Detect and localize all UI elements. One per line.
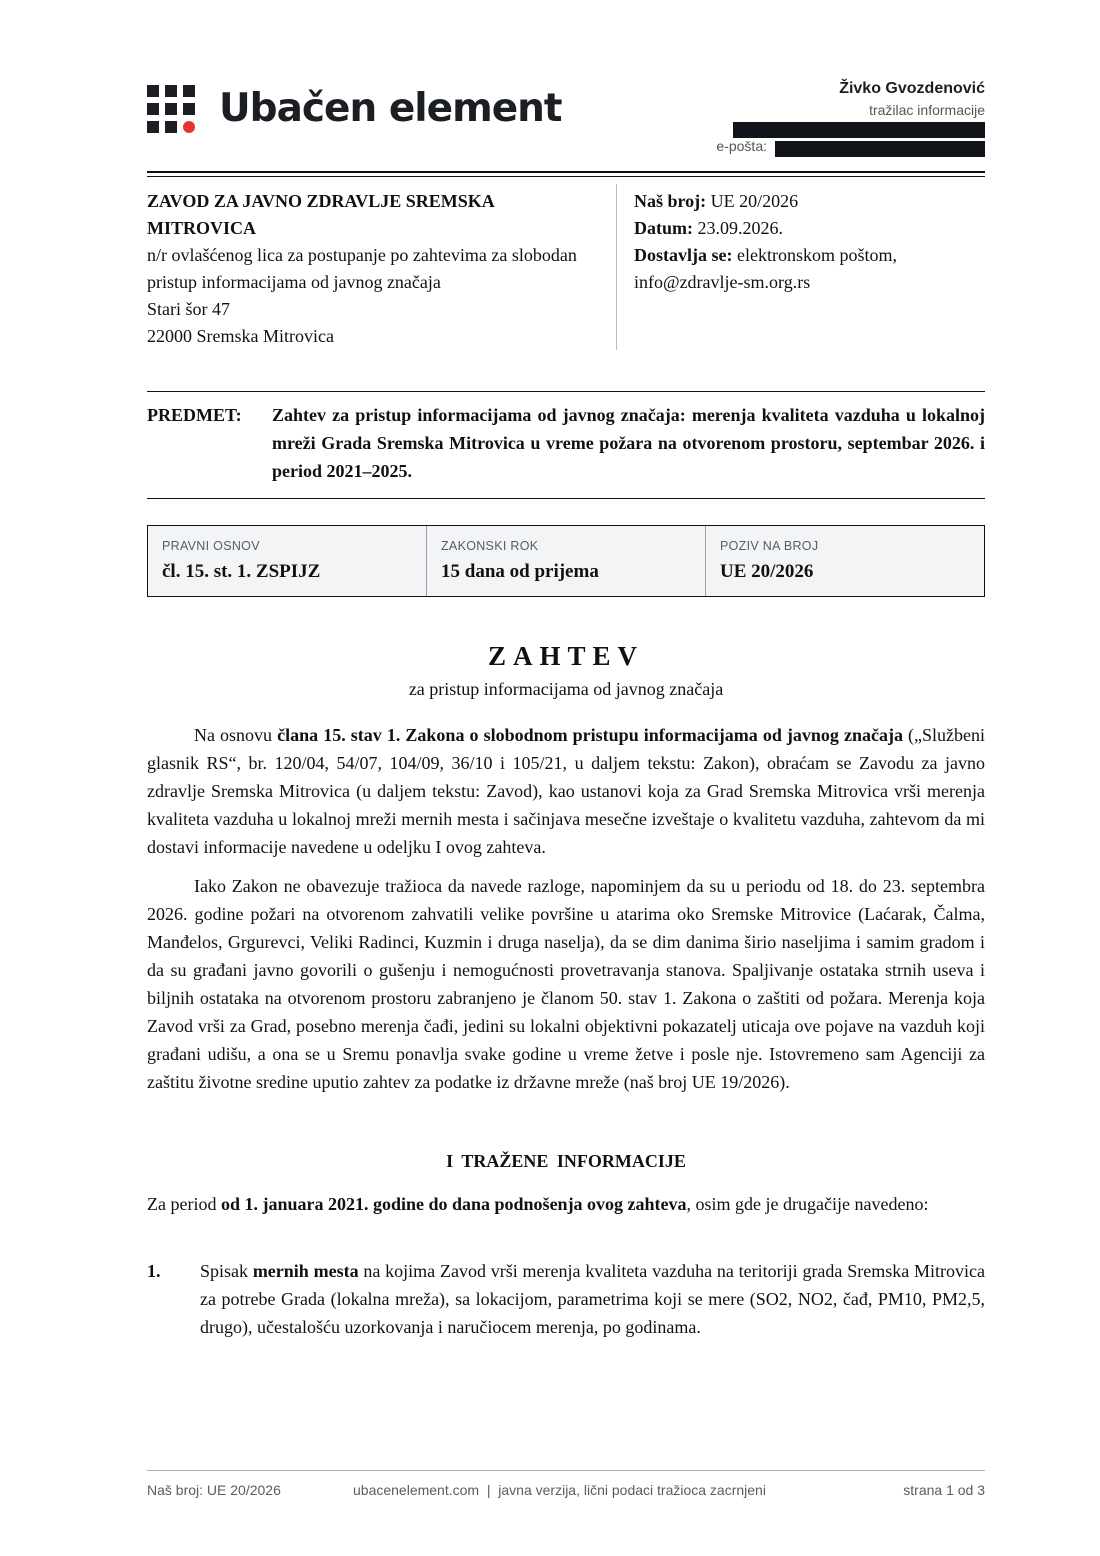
recipient-street: Stari šor 47 — [147, 299, 230, 319]
requester-name: Živko Gvozdenović — [839, 80, 985, 97]
header-divider — [147, 171, 985, 177]
info-cell-reference: POZIV NA BROJ UE 20/2026 — [720, 539, 819, 582]
brand-grid-icon — [147, 85, 195, 133]
info-cell-deadline: ZAKONSKI ROK 15 dana od prijema — [427, 526, 706, 596]
meta-delivery: Dostavlja se: elektronskom poštom, — [634, 245, 897, 265]
letter-meta — [634, 188, 985, 296]
requester-role: tražilac informacije — [869, 102, 985, 118]
requester-block — [665, 78, 985, 120]
recipient-address — [147, 188, 587, 350]
redacted-email — [775, 141, 985, 157]
email-label: e-pošta: — [716, 138, 767, 154]
subject-top-rule — [147, 391, 985, 392]
footer-rule — [147, 1470, 985, 1471]
period-paragraph: Za period od 1. januara 2021. godine do dana podnošenja ovog zahteva, osim gde je drugačije navedeno: — [147, 1194, 929, 1214]
meta-date: Datum: 23.09.2026. — [634, 218, 783, 238]
document-title: ZAHTEV — [487, 641, 645, 671]
footer-page-number: strana 1 od 3 — [903, 1482, 985, 1498]
meta-ref: Naš broj: UE 20/2026 — [634, 191, 799, 211]
brand-name: Ubačen element — [219, 86, 562, 131]
subject-label: PREDMET: — [147, 405, 242, 425]
intro-paragraph: Na osnovu člana 15. stav 1. Zakona o slobodnom pristupu informacijama od javnog značaja („Službeni glasnik RS“, br. 120/04, 54/07, 104/09, 36/10 i 105/21, u daljem tekstu: Zakon), obraćam se Zavodu za javno zdravlje Sremska Mitrovica (u daljem tekstu: Zavod), kao ustanovi koja za Grad Sremska Mitrovica vrši merenja kvaliteta vazduha u lokalnoj mreži mernih mesta i sačinjava mesečne izveštaje o kvalitetu vazduha, zahtevom da mi dostavi informacije navedene u odeljku I ovog zahteva. — [147, 725, 985, 857]
section-heading: I TRAŽENE INFORMACIJE — [446, 1151, 686, 1171]
reasons-paragraph: Iako Zakon ne obavezuje tražioca da navede razloge, napominjem da su u periodu od 18. do 23. septembra 2026. godine požari na otvorenom zahvatili velike površine u atarima oko Sremske Mitrovice (Laćarak, Čalma, Manđelos, Grgurevci, Veliki Radinci, Kuzmin i druga naselja), da se dim danima širio naseljima i samim gradom i da su građani javno govorili o gušenju i nemogućnosti provetravanja stanova. Spaljivanje ostataka strnih useva i biljnih ostataka na otvorenom prostoru zabranjeno je članom 50. stav 1. Zakona o zaštiti od požara. Merenja koja Zavod vrši za Grad, posebno merenja čađi, jedini su lokalni objektivni pokazatelj uticaja ove pojave na vazduh koji građani udišu, a ona se u Sremu ponavlja svake godine u vreme žetve i posle nje. Istovremeno sam Agenciji za zaštitu životne sredine uputio zahtev za podatke iz državne mreže (naš broj UE 19/2026). — [147, 876, 985, 1092]
list-item-number: 1. — [147, 1261, 161, 1281]
redacted-address — [733, 122, 985, 138]
subject-block — [147, 401, 985, 485]
list-item-text: Spisak mernih mesta na kojima Zavod vrši merenja kvaliteta vazduha na teritoriji grada Sremska Mitrovica za potrebe Grada (lokalna mreža), sa lokacijom, parametrima koji se mere (SO2, NO2, čađ, PM10, PM2,5, drugo), učestalošću uzorkovanja i naručiocem merenja, po godinama. — [200, 1261, 985, 1337]
document-subtitle: za pristup informacijama od javnog značaja — [408, 679, 724, 699]
recipient-city: 22000 Sremska Mitrovica — [147, 326, 334, 346]
recipient-attn: n/r ovlašćenog lica za postupanje po zahtevima za slobodan pristup informacijama od javnog značaja — [147, 245, 577, 292]
info-cell-legal-basis: PRAVNI OSNOV čl. 15. st. 1. ZSPIJZ — [148, 526, 427, 596]
brand-logo — [147, 84, 562, 134]
address-separator — [616, 184, 617, 350]
footer-site: ubacenelement.com | javna verzija, lični podaci tražioca zacrnjeni — [353, 1482, 766, 1498]
meta-delivery-email: info@zdravlje-sm.org.rs — [634, 272, 811, 292]
footer-ref: Naš broj: UE 20/2026 — [147, 1482, 281, 1498]
recipient-institution: ZAVOD ZA JAVNO ZDRAVLJE SREMSKA MITROVICA — [147, 191, 494, 238]
info-table — [147, 525, 985, 597]
subject-text: Zahtev za pristup informacijama od javnog značaja: merenja kvaliteta vazduha u lokalnoj mreži Grada Sremska Mitrovica u vreme požara na otvorenom prostoru, septembar 2026. i period 2021–2025. — [272, 405, 985, 481]
list-item — [147, 1257, 985, 1341]
subject-bottom-rule — [147, 498, 985, 499]
